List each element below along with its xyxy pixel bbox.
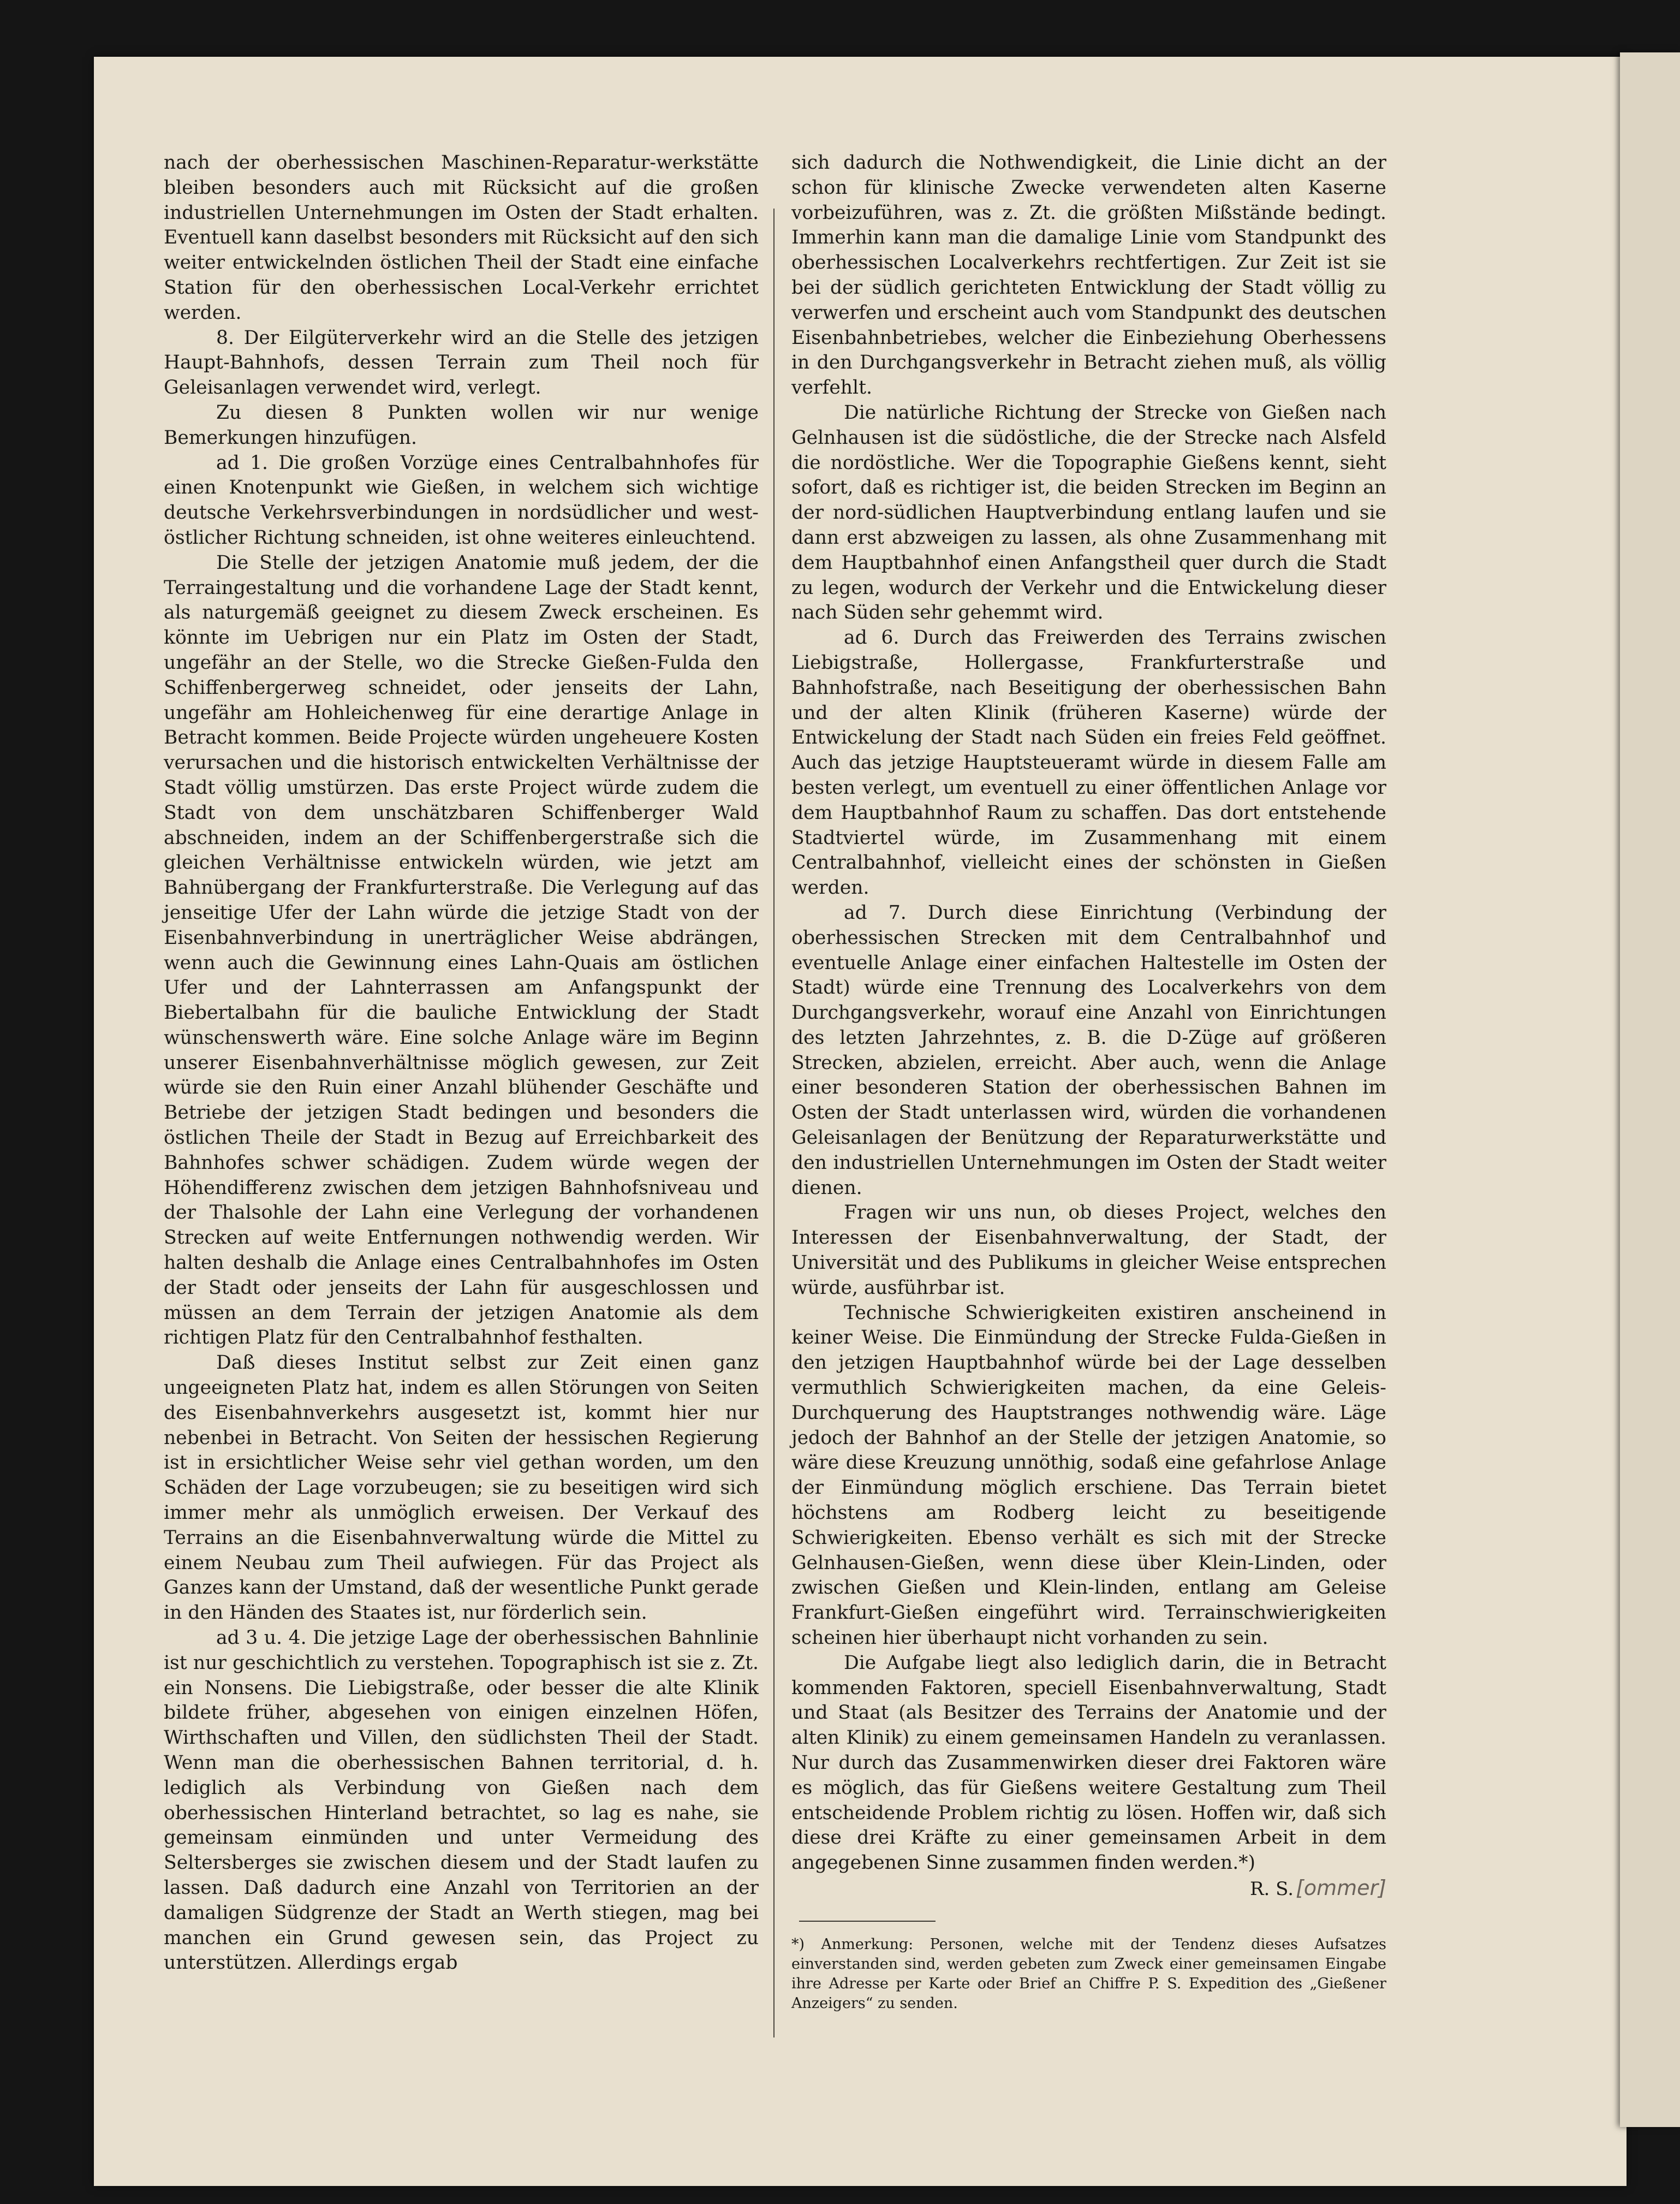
column-divider — [773, 209, 775, 2037]
right-column — [791, 151, 1386, 2013]
paragraph: Fragen wir uns nun, ob dieses Project, welches den Interessen der Eisenbahnverwaltung, der Stadt, der Universität und des Publikums in gleicher Weise entsprechen würde, ausführbar ist. — [791, 1202, 1386, 1299]
paragraph: Die Stelle der jetzigen Anatomie muß jedem, der die Terraingestaltung und die vorhandene Lage der Stadt kennt, als naturgemäß geeignet zu diesem Zweck erscheinen. Es könnte im Uebrigen nur ein Platz im Osten der Stadt, ungefähr an der Stelle, wo die Strecke Gießen-Fulda den Schiffenbergerweg schneidet, oder jenseits der Lahn, ungefähr am Hohleichenweg für eine derartige Anlage in Betracht kommen. Beide Projecte würden ungeheuere Kosten verursachen und die historisch entwickelten Verhältnisse der Stadt völlig umstürzen. Das erste Project würde zudem die Stadt von dem unschätzbaren Schiffenberger Wald abschneiden, indem an der Schiffenbergerstraße sich die gleichen Verhältnisse entwickeln würden, wie jetzt am Bahnübergang der Frankfurterstraße. Die Verlegung auf das jenseitige Ufer der Lahn würde die jetzige Stadt von der Eisenbahnverbindung in unerträglicher Weise abdrängen, wenn auch die Gewinnung eines Lahn-Quais am östlichen Ufer und der Lahnterrassen am Anfangspunkt der Biebertalbahn für die bauliche Entwicklung der Stadt wünschenswerth wäre. Eine solche Anlage wäre im Beginn unserer Eisenbahnverhältnisse möglich gewesen, zur Zeit würde sie den Ruin einer Anzahl blühender Geschäfte und Betriebe der jetzigen Stadt bedingen und besonders die östlichen Theile der Stadt in Bezug auf Erreichbarkeit des Bahnhofes schwer schädigen. Zudem würde wegen der Höhendifferenz zwischen dem jetzigen Bahnhofsniveau und der Thalsohle der Lahn eine Verlegung der vorhandenen Strecken auf weite Entfernungen nothwendig werden. Wir halten deshalb die Anlage eines Centralbahnhofes im Osten der Stadt oder jenseits der Lahn für ausgeschlossen und müssen an dem Terrain der jetzigen Anatomie als dem richtigen Platz für den Centralbahnhof festhalten. — [164, 551, 759, 1349]
left-column — [164, 151, 759, 1976]
paragraph: Technische Schwierigkeiten existiren anscheinend in keiner Weise. Die Einmündung der Strecke Fulda-Gießen in den jetzigen Hauptbahnhof würde bei der Lage desselben vermuthlich Schwierigkeiten machen, da eine Geleis-Durchquerung des Hauptstranges nothwendig wäre. Läge jedoch der Bahnhof an der Stelle der jetzigen Anatomie, so wäre diese Kreuzung unnöthig, sodaß eine gefahrlose Anlage der Einmündung möglich erschiene. Das Terrain bietet höchstens am Rodberg leicht zu beseitigende Schwierigkeiten. Ebenso verhält es sich mit der Strecke Gelnhausen-Gießen, wenn diese über Klein-Linden, oder zwischen Gießen und Klein-linden, entlang am Geleise Frankfurt-Gießen eingeführt wird. Terrainschwierigkeiten scheinen hier überhaupt nicht vorhanden zu sein. — [791, 1302, 1386, 1649]
footnote-rule — [799, 1921, 936, 1922]
handwritten-annotation: [ommer] — [1296, 1875, 1386, 1900]
paragraph: nach der oberhessischen Maschinen-Reparatur-werkstätte bleiben besonders auch mit Rücksicht auf die großen industriellen Unternehmungen im Osten der Stadt erhalten. Eventuell kann daselbst besonders mit Rücksicht auf den sich weiter entwickelnden östlichen Theil der Stadt eine einfache Station für den oberhessischen Local-Verkehr errichtet werden. — [164, 152, 759, 324]
paragraph: 8. Der Eilgüterverkehr wird an die Stelle des jetzigen Haupt-Bahnhofs, dessen Terrain zum Theil noch für Geleisanlagen verwendet wird, verlegt. — [164, 326, 759, 399]
paragraph: ad 3 u. 4. Die jetzige Lage der oberhessischen Bahnlinie ist nur geschichtlich zu verstehen. Topographisch ist sie z. Zt. ein Nonsens. Die Liebigstraße, oder besser die alte Klinik bildete früher, abgesehen von einigen einzelnen Höfen, Wirthschaften und Villen, den südlichsten Theil der Stadt. Wenn man die oberhessischen Bahnen territorial, d. h. lediglich als Verbindung von Gießen nach dem oberhessischen Hinterland betrachtet, so lag es nahe, sie gemeinsam einmünden und unter Vermeidung des Seltersberges sie zwischen diesem und der Stadt laufen zu lassen. Daß dadurch eine Anzahl von Territorien an der damaligen Südgrenze der Stadt an Werth stiegen, mag bei manchen ein Grund gewesen sein, das Project zu unterstützen. Allerdings ergab — [164, 1627, 759, 1974]
paragraph: Zu diesen 8 Punkten wollen wir nur wenige Bemerkungen hinzufügen. — [164, 401, 759, 449]
paragraph: ad 7. Durch diese Einrichtung (Verbindung der oberhessischen Strecken mit dem Centralbahnhof und eventuelle Anlage einer einfachen Haltestelle im Osten der Stadt) würde eine Trennung des Localverkehrs von dem Durchgangsverkehr, worauf eine Anzahl von Einrichtungen des letzten Jahrzehntes, z. B. die D-Züge auf größeren Strecken, abzielen, erreicht. Aber auch, wenn die Anlage einer besonderen Station der oberhessischen Bahnen im Osten der Stadt unterlassen wird, würden die vorhandenen Geleisanlagen der Benützung der Reparaturwerkstätte und den industriellen Unternehmungen im Osten der Stadt weiter dienen. — [791, 901, 1386, 1199]
paragraph: ad 6. Durch das Freiwerden des Terrains zwischen Liebigstraße, Hollergasse, Frankfurterstraße und Bahnhofstraße, nach Beseitigung der oberhessischen Bahn und der alten Klinik (früheren Kaserne) würde der Entwickelung der Stadt nach Süden ein freies Feld geöffnet. Auch das jetzige Hauptsteueramt würde in diesem Falle am besten verlegt, um eventuell zu einer öffentlichen Anlage vor dem Hauptbahnhof Raum zu schaffen. Das dort entstehende Stadtviertel würde, im Zusammenhang mit einem Centralbahnhof, vielleicht eines der schönsten in Gießen werden. — [791, 627, 1386, 899]
adjacent-page-edge — [1620, 52, 1680, 2127]
signature-initials: R. S. — [1249, 1878, 1294, 1900]
paragraph: sich dadurch die Nothwendigkeit, die Linie dicht an der schon für klinische Zwecke verwendeten alten Kaserne vorbeizuführen, was z. Zt. die größten Mißstände bedingt. Immerhin kann man die damalige Linie vom Standpunkt des oberhessischen Localverkehrs rechtfertigen. Zur Zeit ist sie bei der südlich gerichteten Entwicklung der Stadt völlig zu verwerfen und erscheint auch vom Standpunkt des deutschen Eisenbahnbetriebes, welcher die Einbeziehung Oberhessens in den Durchgangsverkehr in Betracht ziehen muß, als völlig verfehlt. — [791, 152, 1386, 399]
signature — [791, 1876, 1386, 1902]
paragraph: Die Aufgabe liegt also lediglich darin, die in Betracht kommenden Faktoren, speciell Eisenbahnverwaltung, Stadt und Staat (als Besitzer des Terrains der Anatomie und der alten Klinik) zu einem gemeinsamen Handeln zu veranlassen. Nur durch das Zusammenwirken dieser drei Faktoren wäre es möglich, das für Gießens weitere Gestaltung zum Theil entscheidende Problem richtig zu lösen. Hoffen wir, daß sich diese drei Kräfte zu einer gemeinsamen Arbeit in dem angegebenen Sinne zusammen finden werden.*) — [791, 1651, 1386, 1874]
paragraph: Die natürliche Richtung der Strecke von Gießen nach Gelnhausen ist die südöstliche, die der Strecke nach Alsfeld die nordöstliche. Wer die Topographie Gießens kennt, sieht sofort, daß es richtiger ist, die beiden Strecken im Beginn an der nord-südlichen Hauptverbindung entlang laufen und sie dann erst abzweigen zu lassen, als ohne Zusammenhang mit dem Hauptbahnhof einen Anfangstheil quer durch die Stadt zu legen, wodurch der Verkehr und die Entwickelung dieser nach Süden sehr gehemmt wird. — [791, 401, 1386, 624]
paragraph: Daß dieses Institut selbst zur Zeit einen ganz ungeeigneten Platz hat, indem es allen Störungen von Seiten des Eisenbahnverkehrs ausgesetzt ist, kommt hier nur nebenbei in Betracht. Von Seiten der hessischen Regierung ist in ersichtlicher Weise sehr viel gethan worden, um den Schäden der Lage vorzubeugen; sie zu beseitigen wird sich immer mehr als unmöglich erweisen. Der Verkauf des Terrains an die Eisenbahnverwaltung würde die Mittel zu einem Neubau zum Theil aufwiegen. Für das Project als Ganzes kann der Umstand, daß der wesentliche Punkt gerade in den Händen des Staates ist, nur förderlich sein. — [164, 1352, 759, 1624]
paragraph: ad 1. Die großen Vorzüge eines Centralbahnhofes für einen Knotenpunkt wie Gießen, in welchem sich wichtige deutsche Verkehrsverbindungen in nordsüdlicher und west-östlicher Richtung schneiden, ist ohne weiteres einleuchtend. — [164, 452, 759, 549]
footnote: *) Anmerkung: Personen, welche mit der Tendenz dieses Aufsatzes einverstanden sind, werden gebeten zum Zweck einer gemeinsamen Eingabe ihre Adresse per Karte oder Brief an Chiffre P. S. Expedition des „Gießener Anzeigers“ zu senden. — [791, 1935, 1386, 2012]
